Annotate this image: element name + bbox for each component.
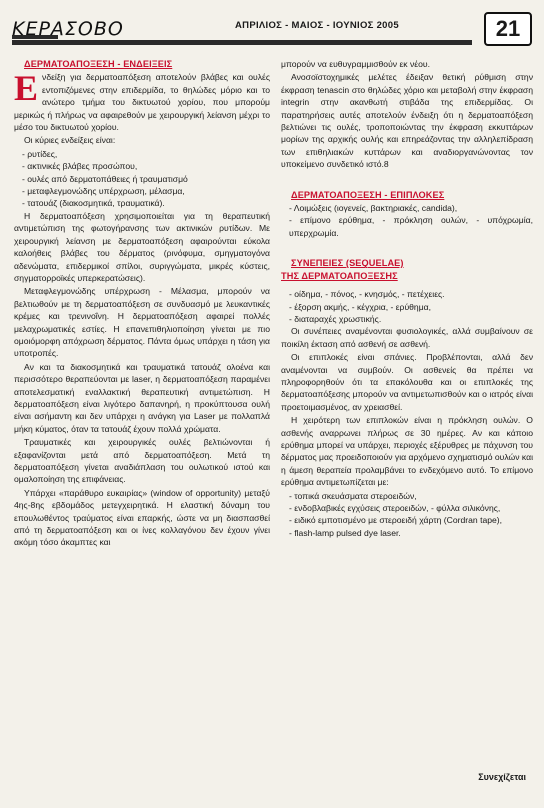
- list-item: - ακτινικές βλάβες προσώπου,: [22, 161, 138, 172]
- body-paragraph: Οι επιπλοκές είναι σπάνιες. Προβλέπονται, αλλά δεν αναμένονται να συμβούν. Οι ασθενείς θα πρέπει να πληροφορηθούν ότι τα επακόλουθα και οι επιπλοκές της δερματοαπόξεσης μπορούν να αντιμετωπισθούν και ο ιατρός είναι προετοιμασμένος, αν χρειασθεί.: [281, 352, 533, 412]
- indications-list: [22, 148, 270, 210]
- complications-list: [289, 202, 533, 239]
- right-column: [281, 58, 533, 539]
- intro-text: νδείξη για δερματοαπόξεση αποτελούν βλάβες και ουλές εντοπιζόμενες στην επιδερμίδα, το θηλώδες μόριο και το ανώτερο τμήμα του δικτυωτού χορίου, που μπορούμ μερικώς ή πλήρως να αφαιρεθούν με χειρουργική λείανση μέχρι το μέσο του δικτυωτού χορίου.: [14, 72, 270, 133]
- body-paragraph: Η δερματοαπόξεση χρησιμοποιείται για τη θεραπευτική αντιμετώπιση της φωτογήρανσης των ακτινικών ρυτίδων. Με χειρουργική λείανση με δερματοαπόξεση αφαιρούνται εύκολα καλοήθεις βλάβες του δέρματος (ρινόφυμα, σμηγματογόνα αδενώματα, επιδερμικοί σπίλοι, συριγγώματα, μικρές κύστεις, σηγματορροϊκές υπερκερατώσεις).: [14, 210, 270, 283]
- page-number: 21: [484, 12, 532, 46]
- left-column: [14, 58, 270, 550]
- header-rule: [12, 40, 472, 45]
- body-paragraph: Μεταφλεγμονώδης υπέρχρωση - Μέλασμα, μπορούν να βελτιωθούν με τη δερματοαπόξεση σε συνδυασμό με λευκαντικές κρέμες και τρενινοΐνη. Η δερματοαπόξεση αφαιρεί πολλές μελαχρωματικές εστίες. Η επανεπιθηλιοποίηση γίνεται με πιο ομοιόμορφη απόχρωση δέρματος. Πάντα όμως υπάρχει η τάση για υποτροπές.: [14, 286, 270, 359]
- list-item: - μεταφλεγμονώδης υπέρχρωση, μέλασμα,: [22, 186, 185, 197]
- page-header: [0, 0, 544, 50]
- heading-line: ΤΗΣ ΔΕΡΜΑΤΟΑΠΟΞΕΣΗΣ: [281, 270, 398, 281]
- issue-dateline: ΑΠΡΙΛΙΟΣ - ΜΑΙΟΣ - ΙΟΥΝΙΟΣ 2005: [235, 20, 399, 31]
- body-paragraph: Υπάρχει «παράθυρο ευκαιρίας» (window of opportunity) μεταξύ 4ης-8ης εβδομάδος μετεγχειρητικά. Η ελαστική δύναμη του επουλωθέντος τραύματος είναι επαρκής, ώστε να μη διασπασθεί από τη δερματοαπόξεση και οι ίνες κολλαγόνου δεν έχουν γίνει ακόμη τόσο άκαμπτες και: [14, 487, 270, 548]
- body-paragraph: Η χειρότερη των επιπλοκών είναι η πρόκληση ουλών. Ο ασθενής αναρρωνει πλήρως σε 30 ημέρες. Αν και κάποιο ερύθημα μπορεί να υπάρχει, περιοχές εξέρυθρες με πάχυνση του δέρματος μας προειδοποιούν για αρχόμενο σχηματισμό ουλών και η άμεση θεραπεία προλαμβάνει το ενδεχόμενο αυτό. Το επίμονο ερύθημα αντιμετωπίζεται με:: [281, 415, 533, 488]
- section-heading-complications: ΔΕΡΜΑΤΟΑΠΟΞΕΣΗ - ΕΠΙΠΛΟΚΕΣ: [291, 189, 445, 200]
- list-item: - διαταραχές χρωστικής.: [289, 313, 382, 324]
- body-paragraph: Ανοσοϊστοχημικές μελέτες έδειξαν θετική ρύθμιση στην έκφραση tenascin στο θηλώδες χόριο και μεταβολή στην έκφραση integrin στην ακανθωτή στιβάδα της επιδερμίδας. Οι παρατηρήσεις αυτές αποτελούν ένδειξη ότι η δερματοαπόξεση βελτιώνει τις ουλές, τροποποιώντας την έκφραση εκκυττάρων μορίων της αρχικής ουλής και επηρεάζοντας την αλληλεπίδραση των επιθηλιακών κυττάρων και αναδιοργανώνοντας τον υποκείμενο συνδετικό ιστό.8: [281, 72, 533, 170]
- list-item: - flash-lamp pulsed dye laser.: [289, 527, 401, 538]
- heading-line: ΣΥΝΕΠΕΙΕΣ (SEQUELAE): [291, 258, 404, 269]
- list-item: - ειδικό εμποτισμένο με στεροειδή χάρτη (Cordran tape),: [289, 515, 503, 526]
- list-item: - οίδημα, - πόνος, - κνησμός, - πετέχειες.: [289, 289, 445, 300]
- treatments-list: [289, 490, 533, 540]
- drop-cap: Ε: [14, 68, 39, 109]
- list-item: - επίμονο ερύθημα, - πρόκληση ουλών, - υπόχρωμία, υπερχρωμία.: [289, 215, 533, 238]
- section-heading-sequelae: [281, 257, 533, 282]
- body-paragraph: Τραυματικές και χειρουργικές ουλές βελτιώνονται ή εξαφανίζονται μετά από δερματοαπόξεση. Μετά τη δερματοαπόξεση γίνεται αναδιάπλαση του ουλωτικού ιστού και ομαλοποίηση της επιφάνειας.: [14, 437, 270, 485]
- indications-intro: Οι κύριες ενδείξεις είναι:: [24, 135, 116, 146]
- sequelae-list: [289, 288, 533, 325]
- list-item: - ενδοβλαβικές εγχύσεις στεροειδών, - φύλλα σιλικόνης,: [289, 503, 501, 513]
- list-item: - ρυτίδες,: [22, 148, 58, 159]
- continues-label: Συνεχίζεται: [478, 772, 526, 782]
- body-paragraph: μπορούν να ευθυγραμμισθούν εκ νέου.: [281, 59, 430, 69]
- body-paragraph: Αν και τα διακοσμητικά και τραυματικά τατουάζ ολοένα και περισσότερο θεραπεύονται με laser, η δερματοαπόξεση παραμένει αποτελεσματική εναλλακτική θεραπευτική αντιμετώπιση. Η δερματοαπόξεση είναι λιγότερο δαπανηρή, η προκύπτουσα ουλή είναι ασήμαντη και δεν υπάρχει η ανάγκη για Laser με πολλαπλά μήκη κύματος, όταν τα τατουάζ έχουν πολλά χρώματα.: [14, 361, 270, 434]
- list-item: - τοπικά σκευάσματα στεροειδών,: [289, 490, 417, 501]
- list-item: - ουλές από δερματοπάθειες ή τραυματισμό: [22, 173, 188, 184]
- magazine-title: ΚΕΡΑΣΟΒΟ: [12, 18, 124, 40]
- intro-paragraph: [14, 68, 270, 133]
- body-paragraph: Οι συνέπειες αναμένονται φυσιολογικές, αλλά συμβαίνουν σε ποικίλη έκταση από ασθενή σε ασθενή.: [281, 326, 533, 349]
- list-item: - Λοιμώξεις (ιογενείς, βακτηριακές, candida),: [289, 203, 458, 214]
- list-item: - έξορση ακμής, - κέγχρια, - ερύθημα,: [289, 301, 432, 312]
- list-item: - τατουάζ (διακοσμητικά, τραυματικά).: [22, 198, 165, 209]
- section-heading-indications: ΔΕΡΜΑΤΟΑΠΟΞΕΣΗ - ΕΝΔΕΙΞΕΙΣ: [24, 59, 173, 69]
